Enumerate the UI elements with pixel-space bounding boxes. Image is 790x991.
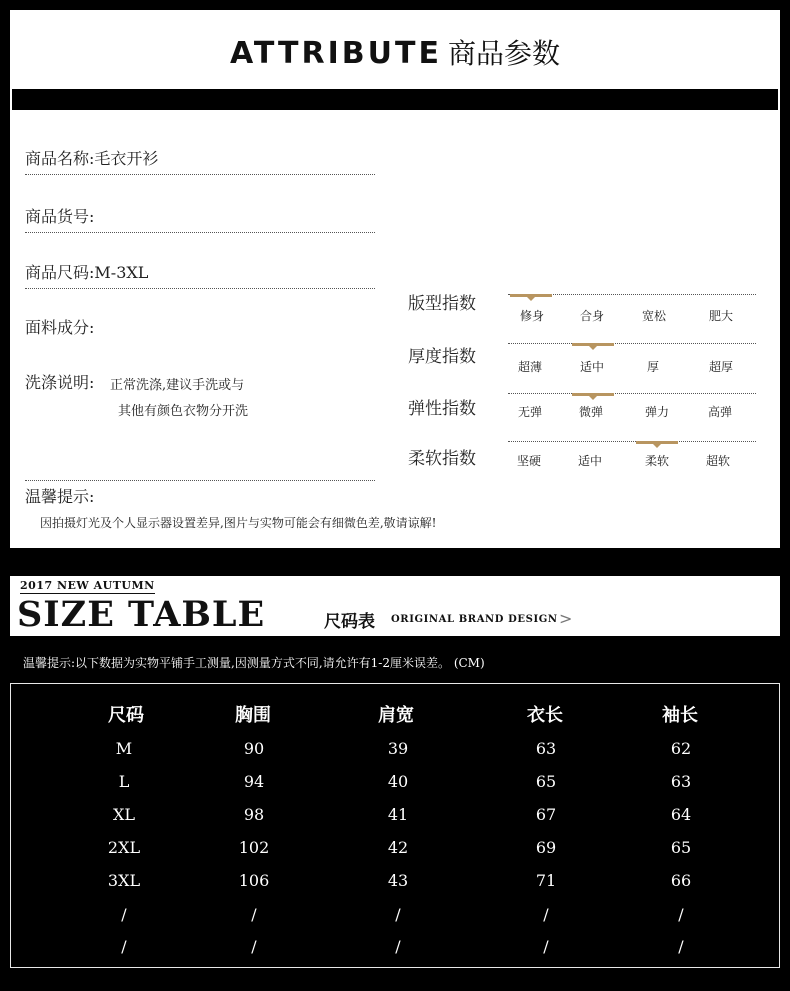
scale-title-thickness: 厚度指数 [408, 347, 476, 367]
table-header: 袖长 [662, 705, 698, 726]
tip-text: 因拍摄灯光及个人显示器设置差异,图片与实物可能会有细微色差,敬请谅解! [40, 516, 437, 530]
season-label: 2017 NEW AUTUMN [20, 579, 155, 592]
field-value: 毛衣开衫 [94, 149, 159, 168]
dotted-divider [25, 480, 375, 481]
scale-option: 超厚 [708, 360, 733, 374]
table-cell: / [543, 937, 549, 956]
scale-option: 合身 [579, 309, 604, 323]
table-cell: 71 [535, 871, 557, 890]
scale-option: 宽松 [641, 309, 666, 323]
dotted-divider [25, 174, 375, 175]
scale-option: 适中 [577, 454, 602, 468]
scale-option: 高弹 [707, 405, 732, 419]
field-product-code [25, 204, 375, 227]
scale-option: 柔软 [644, 454, 669, 468]
scale-option: 微弹 [578, 405, 603, 419]
tip-label: 温馨提示: [25, 487, 95, 506]
table-cell: / [121, 937, 127, 956]
attribute-panel [10, 10, 780, 548]
scale-marker [572, 343, 614, 346]
table-cell: / [395, 905, 401, 924]
scale-track [508, 441, 756, 442]
scale-title-softness: 柔软指数 [408, 449, 476, 469]
attribute-divider-bar [12, 89, 778, 110]
table-cell: 69 [535, 838, 557, 857]
attribute-title-cn: 商品参数 [447, 37, 560, 70]
size-table-title: SIZE TABLE [17, 594, 266, 635]
table-cell: 40 [387, 772, 409, 791]
table-header: 胸围 [235, 705, 271, 726]
wash-text-line1: 正常洗涤,建议手洗或与 [110, 378, 245, 393]
field-label: 面料成分: [25, 318, 95, 337]
brand-tagline: ORIGINAL BRAND DESIGN [391, 614, 558, 625]
table-cell: 3XL [107, 871, 141, 890]
scale-option: 超薄 [517, 360, 542, 374]
wash-text-line2: 其他有颜色衣物分开洗 [118, 404, 249, 419]
dotted-divider [25, 288, 375, 289]
table-header: 尺码 [108, 705, 144, 726]
table-cell: / [678, 905, 684, 924]
field-label: 商品名称: [25, 149, 95, 168]
table-header: 肩宽 [378, 705, 414, 726]
table-cell: 41 [387, 805, 409, 824]
table-cell: / [395, 937, 401, 956]
scale-title-fit: 版型指数 [408, 294, 476, 314]
scale-option: 弹力 [644, 405, 669, 419]
table-cell: 65 [535, 772, 557, 791]
table-cell: XL [112, 805, 135, 824]
table-cell: 64 [670, 805, 692, 824]
field-product-name [25, 146, 375, 169]
scale-option: 超软 [705, 454, 730, 468]
scale-marker [636, 441, 678, 444]
table-cell: 94 [243, 772, 265, 791]
scale-option: 肥大 [708, 309, 733, 323]
field-product-size [25, 260, 375, 283]
table-header: 衣长 [527, 705, 563, 726]
table-cell: 63 [535, 739, 557, 758]
dotted-divider [25, 232, 375, 233]
table-cell: L [118, 772, 130, 791]
field-label: 商品尺码: [25, 263, 95, 282]
attribute-title-en: ATTRIBUTE [230, 36, 442, 71]
table-cell: 39 [387, 739, 409, 758]
table-cell: 42 [387, 838, 409, 857]
scale-title-elasticity: 弹性指数 [408, 399, 476, 419]
table-cell: 62 [670, 739, 692, 758]
table-cell: M [115, 739, 133, 758]
table-cell: / [251, 937, 257, 956]
scale-marker [572, 393, 614, 396]
size-note: 温馨提示:以下数据为实物平铺手工测量,因测量方式不同,请允许有1-2厘米误差。 (CM) [23, 656, 485, 670]
scale-option: 坚硬 [516, 454, 541, 468]
table-cell: 98 [243, 805, 265, 824]
table-cell: 2XL [107, 838, 141, 857]
scale-track [508, 343, 756, 344]
table-cell: 67 [535, 805, 557, 824]
table-cell: 106 [238, 871, 270, 890]
table-cell: 90 [243, 739, 265, 758]
table-cell: / [543, 905, 549, 924]
scale-option: 无弹 [517, 405, 542, 419]
table-cell: 102 [238, 838, 270, 857]
size-table-title-cn: 尺码表 [324, 612, 375, 632]
table-cell: / [121, 905, 127, 924]
table-cell: 43 [387, 871, 409, 890]
scale-marker [510, 294, 552, 297]
scale-option: 适中 [579, 360, 604, 374]
field-value: M-3XL [94, 263, 149, 282]
table-cell: / [251, 905, 257, 924]
chevron-right-icon: > [559, 609, 573, 628]
table-cell: / [678, 937, 684, 956]
field-label: 商品货号: [25, 207, 95, 226]
size-table-header [10, 576, 780, 636]
scale-option: 厚 [646, 360, 659, 374]
table-cell: 63 [670, 772, 692, 791]
attribute-heading [10, 32, 780, 72]
wash-label: 洗涤说明: [25, 373, 95, 392]
table-cell: 65 [670, 838, 692, 857]
scale-option: 修身 [519, 309, 544, 323]
table-cell: 66 [670, 871, 692, 890]
field-fabric [25, 315, 375, 338]
scale-track [508, 393, 756, 394]
